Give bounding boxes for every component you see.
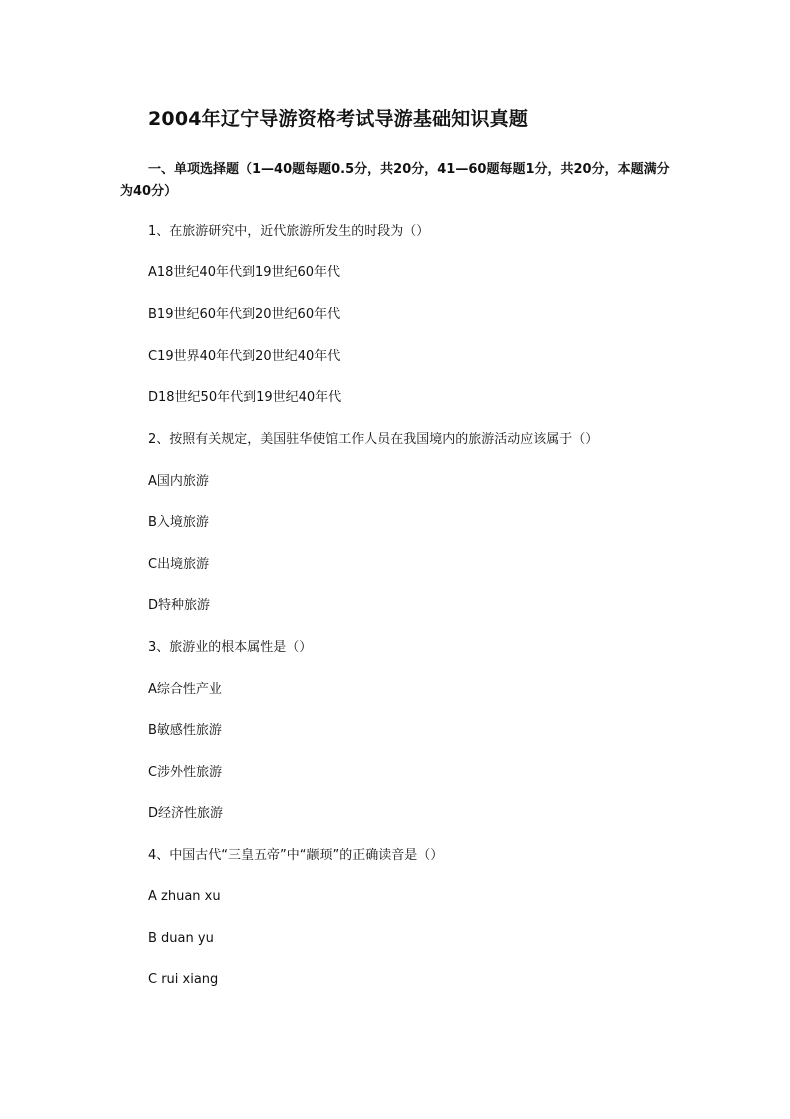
question-1-option-c: C19世界40年代到20世纪40年代 (148, 349, 341, 364)
question-1-option-b: B19世纪60年代到20世纪60年代 (148, 307, 341, 322)
question-3: 3、旅游业的根本属性是（） (148, 640, 313, 655)
question-2-option-d: D特种旅游 (148, 598, 211, 613)
question-1-option-d: D18世纪50年代到19世纪40年代 (148, 390, 342, 405)
question-2-option-c: C出境旅游 (148, 557, 210, 572)
question-4-option-a: A zhuan xu (148, 889, 221, 904)
question-4: 4、中国古代“三皇五帝”中“颛顼”的正确读音是（） (148, 848, 444, 863)
question-1: 1、在旅游研究中，近代旅游所发生的时段为（） (148, 224, 430, 239)
question-3-option-c: C涉外性旅游 (148, 765, 223, 780)
question-2: 2、按照有关规定，美国驻华使馆工作人员在我国境内的旅游活动应该属于（） (148, 432, 599, 447)
question-2-option-b: B入境旅游 (148, 515, 209, 530)
question-3-option-a: A综合性产业 (148, 682, 222, 697)
question-3-option-d: D经济性旅游 (148, 806, 224, 821)
question-2-option-a: A国内旅游 (148, 474, 209, 489)
question-4-option-c: C rui xiang (148, 972, 219, 987)
section-heading: 一、单项选择题（1—40题每题0.5分，共20分，41—60题每题1分，共20分，本题满分为40分） (120, 162, 670, 199)
document-title: 2004年辽宁导游资格考试导游基础知识真题 (148, 108, 529, 130)
question-3-option-b: B敏感性旅游 (148, 723, 222, 738)
question-4-option-b: B duan yu (148, 931, 214, 946)
question-1-option-a: A18世纪40年代到19世纪60年代 (148, 265, 341, 280)
